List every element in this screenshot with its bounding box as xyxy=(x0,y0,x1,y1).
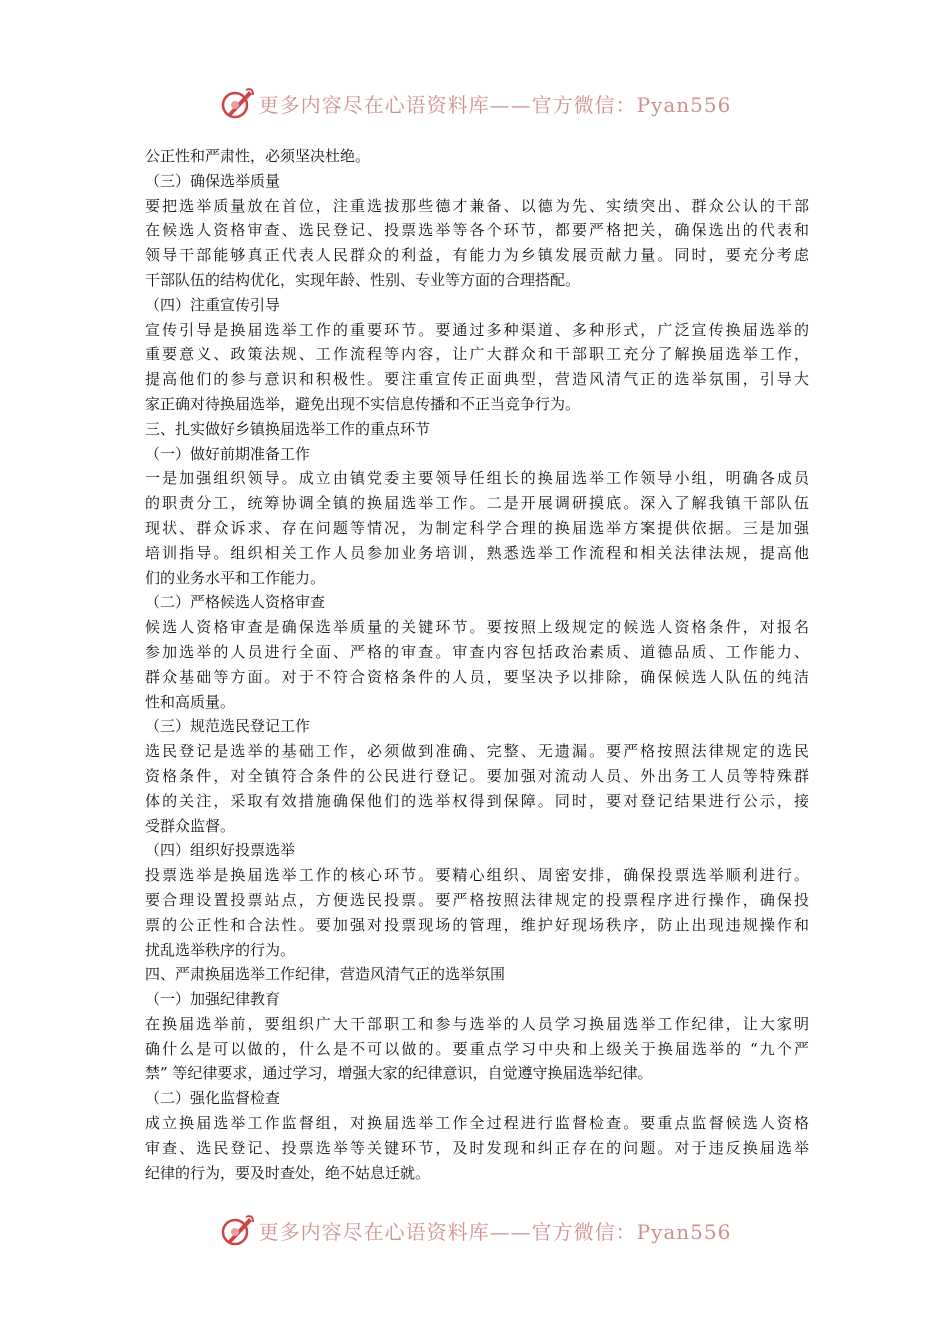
text-line: 重要意义、政策法规、工作流程等内容，让广大群众和干部职工充分了解换届选举工作， xyxy=(145,345,809,364)
text-line: （四）注重宣传引导 xyxy=(145,295,281,314)
text-line: 体的关注，采取有效措施确保他们的选举权得到保障。同时，要对登记结果进行公示，接 xyxy=(145,791,809,810)
text-line: 扰乱选举秩序的行为。 xyxy=(145,940,296,959)
text-line: 成立换届选举工作监督组，对换届选举工作全过程进行监督检查。要重点监督候选人资格 xyxy=(145,1114,809,1133)
text-line: （二）强化监督检查 xyxy=(145,1089,281,1108)
text-line: （三）确保选举质量 xyxy=(145,171,281,190)
text-line: 在换届选举前，要组织广大干部职工和参与选举的人员学习换届选举工作纪律，让大家明 xyxy=(145,1014,809,1033)
text-line: 资格条件，对全镇符合条件的公民进行登记。要加强对流动人员、外出务工人员等特殊群 xyxy=(145,766,809,785)
text-line: 审查、选民登记、投票选举等关键环节，及时发现和纠正存在的问题。对于违反换届选举 xyxy=(145,1138,809,1157)
text-line: （三）规范选民登记工作 xyxy=(145,717,311,736)
document-body xyxy=(145,144,809,1185)
text-line: 家正确对待换届选举，避免出现不实信息传播和不正当竞争行为。 xyxy=(145,394,581,413)
text-line: （二）严格候选人资格审查 xyxy=(145,593,326,612)
text-line: 三、扎实做好乡镇换届选举工作的重点环节 xyxy=(145,419,431,438)
text-line: 的职责分工，统筹协调全镇的换届选举工作。二是开展调研摸底。深入了解我镇干部队伍 xyxy=(145,494,809,513)
text-line: 候选人资格审查是确保选举质量的关键环节。要按照上级规定的候选人资格条件，对报名 xyxy=(145,618,809,637)
text-line: 纪律的行为，要及时查处，绝不姑息迁就。 xyxy=(145,1163,431,1182)
text-line: 确什么是可以做的，什么是不可以做的。要重点学习中央和上级关于换届选举的 “九个严 xyxy=(145,1039,809,1058)
text-line: 四、严肃换届选举工作纪律，营造风清气正的选举氛围 xyxy=(145,965,506,984)
text-line: 们的业务水平和工作能力。 xyxy=(145,568,326,587)
text-line: （一）做好前期准备工作 xyxy=(145,444,311,463)
text-line: 投票选举是换届选举工作的核心环节。要精心组织、周密安排，确保投票选举顺利进行。 xyxy=(145,866,809,885)
text-line: 参加选举的人员进行全面、严格的审查。审查内容包括政治素质、道德品质、工作能力、 xyxy=(145,642,809,661)
quill-logo-icon xyxy=(219,1212,255,1248)
text-line: 宣传引导是换届选举工作的重要环节。要通过多种渠道、多种形式，广泛宣传换届选举的 xyxy=(145,320,809,339)
text-line: 要把选举质量放在首位，注重选拔那些德才兼备、以德为先、实绩突出、群众公认的干部 xyxy=(145,196,809,215)
text-line: 票的公正性和合法性。要加强对投票现场的管理，维护好现场秩序，防止出现违规操作和 xyxy=(145,915,809,934)
text-line: 群众基础等方面。对于不符合资格条件的人员，要坚决予以排除，确保候选人队伍的纯洁 xyxy=(145,667,809,686)
text-line: （一）加强纪律教育 xyxy=(145,990,281,1009)
text-line: 现状、群众诉求、存在问题等情况，为制定科学合理的换届选举方案提供依据。三是加强 xyxy=(145,518,809,537)
quill-logo-icon xyxy=(219,85,255,121)
watermark-text: 更多内容尽在心语资料库——官方微信：Pyan556 xyxy=(258,1219,732,1244)
text-line: 要合理设置投票站点，方便选民投票。要严格按照法律规定的投票程序进行操作，确保投 xyxy=(145,890,809,909)
text-line: 受群众监督。 xyxy=(145,816,236,835)
watermark-text: 更多内容尽在心语资料库——官方微信：Pyan556 xyxy=(258,92,732,117)
text-line: 一是加强组织领导。成立由镇党委主要领导任组长的换届选举工作领导小组，明确各成员 xyxy=(145,469,809,488)
text-line: 提高他们的参与意识和积极性。要注重宣传正面典型，营造风清气正的选举氛围，引导大 xyxy=(145,370,809,389)
footer-watermark-banner xyxy=(0,1210,950,1250)
text-line: 干部队伍的结构优化，实现年龄、性别、专业等方面的合理搭配。 xyxy=(145,270,581,289)
text-line: 在候选人资格审查、选民登记、投票选举等各个环节，都要严格把关，确保选出的代表和 xyxy=(145,221,809,240)
text-line: 性和高质量。 xyxy=(145,692,236,711)
text-line: 公正性和严肃性，必须坚决杜绝。 xyxy=(145,147,371,165)
header-watermark-banner xyxy=(0,83,950,123)
watermark-group xyxy=(219,85,732,121)
watermark-group xyxy=(219,1212,732,1248)
text-line: 禁” 等纪律要求，通过学习，增强大家的纪律意识，自觉遵守换届选举纪律。 xyxy=(145,1064,653,1083)
text-line: （四）组织好投票选举 xyxy=(145,841,296,860)
text-line: 培训指导。组织相关工作人员参加业务培训，熟悉选举工作流程和相关法律法规，提高他 xyxy=(145,543,809,562)
text-line: 领导干部能够真正代表人民群众的利益，有能力为乡镇发展贡献力量。同时，要充分考虑 xyxy=(145,246,809,265)
text-line: 选民登记是选举的基础工作，必须做到准确、完整、无遗漏。要严格按照法律规定的选民 xyxy=(145,742,809,761)
